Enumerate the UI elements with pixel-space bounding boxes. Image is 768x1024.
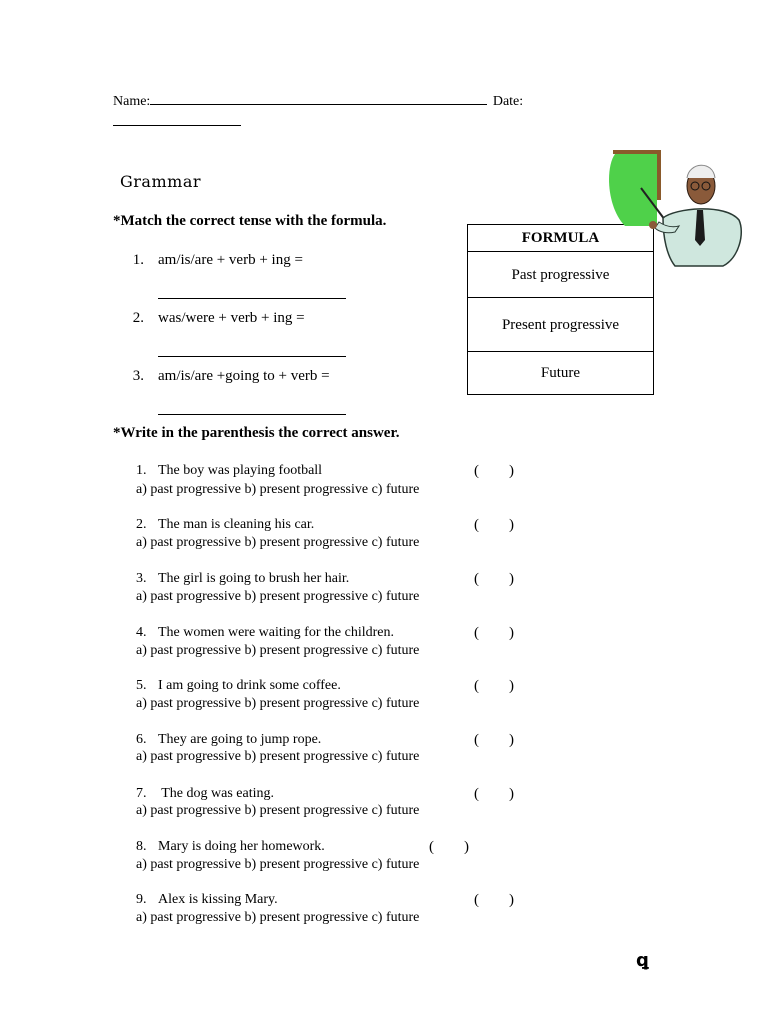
answer-options: a) past progressive b) present progressive c) future bbox=[136, 857, 420, 872]
answer-options: a) past progressive b) present progressive c) future bbox=[136, 535, 420, 550]
answer-options: a) past progressive b) present progressive c) future bbox=[136, 910, 420, 925]
answer-paren[interactable]: ( ) bbox=[474, 732, 514, 748]
date-field[interactable] bbox=[113, 113, 241, 131]
answer-paren[interactable]: ( ) bbox=[474, 892, 514, 908]
teacher-illustration-icon bbox=[605, 148, 745, 270]
answer-options: a) past progressive b) present progressive c) future bbox=[136, 803, 420, 818]
name-label: Name: bbox=[113, 94, 151, 109]
answer-options: a) past progressive b) present progressive c) future bbox=[136, 589, 420, 604]
date-label: Date: bbox=[492, 94, 524, 109]
footer-mark: ꝗ bbox=[636, 950, 649, 971]
answer-paren[interactable]: ( ) bbox=[474, 571, 514, 587]
formula-row: Future bbox=[468, 351, 653, 394]
section1-instruction: *Match the correct tense with the formula. bbox=[113, 213, 387, 229]
answer-blank[interactable] bbox=[158, 402, 346, 420]
answer-paren[interactable]: ( ) bbox=[474, 625, 514, 641]
answer-paren[interactable]: ( ) bbox=[474, 678, 514, 694]
formula-header: FORMULA bbox=[521, 229, 600, 246]
answer-paren[interactable]: ( ) bbox=[474, 517, 514, 533]
name-field[interactable] bbox=[113, 94, 523, 110]
answer-options: a) past progressive b) present progressive c) future bbox=[136, 749, 420, 764]
date-line bbox=[113, 124, 241, 126]
answer-paren[interactable]: ( ) bbox=[474, 786, 514, 802]
name-line bbox=[150, 103, 487, 105]
answer-options: a) past progressive b) present progressive c) future bbox=[136, 643, 420, 658]
page-title: Grammar bbox=[120, 172, 201, 191]
answer-options: a) past progressive b) present progressive c) future bbox=[136, 696, 420, 711]
answer-paren[interactable]: ( ) bbox=[474, 463, 514, 479]
section2-instruction: *Write in the parenthesis the correct answer. bbox=[113, 425, 400, 441]
answer-options: a) past progressive b) present progressive c) future bbox=[136, 482, 420, 497]
answer-blank[interactable] bbox=[158, 344, 346, 362]
answer-paren[interactable]: ( ) bbox=[429, 839, 469, 855]
answer-blank[interactable] bbox=[158, 286, 346, 304]
formula-row: Past progressive bbox=[468, 251, 653, 298]
formula-row: Present progressive bbox=[468, 297, 653, 352]
